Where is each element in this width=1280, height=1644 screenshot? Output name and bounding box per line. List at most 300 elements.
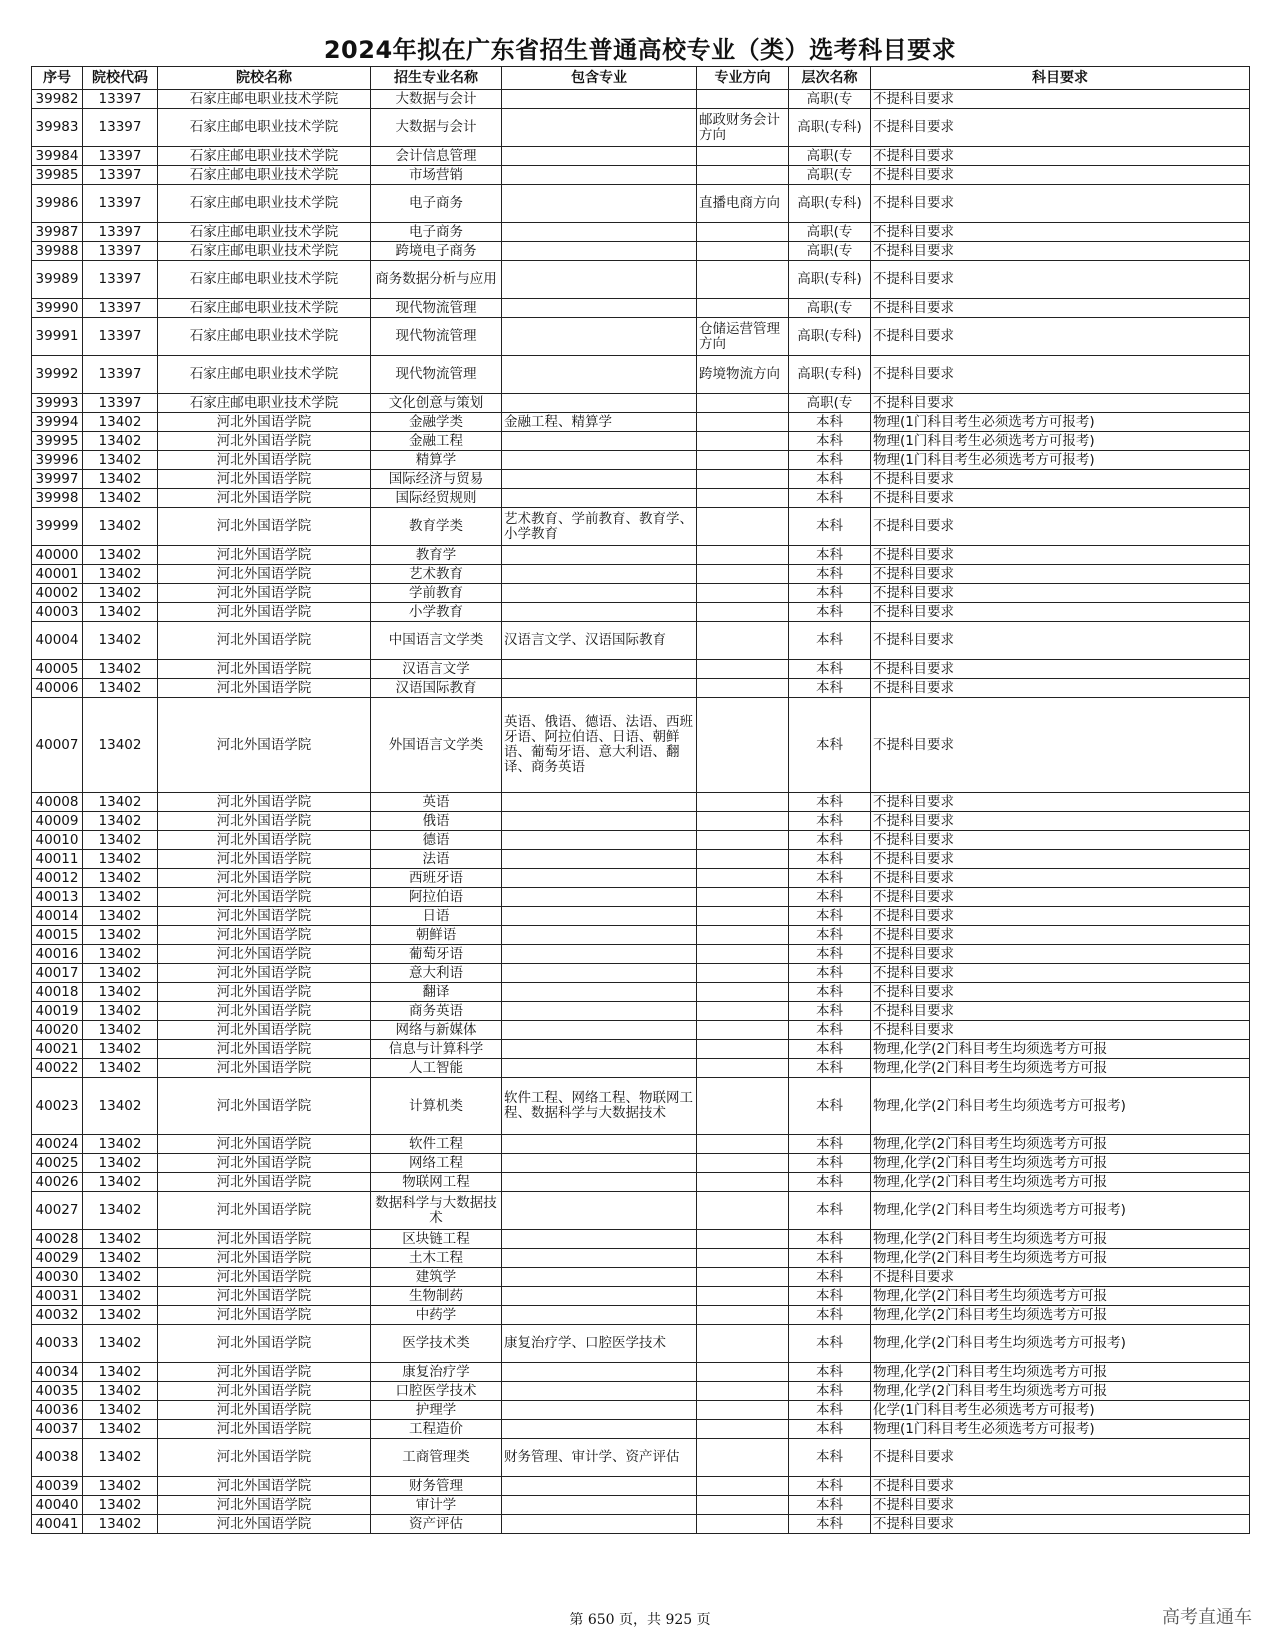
cell-school-name: 河北外国语学院 [158, 546, 371, 565]
cell-school-name: 河北外国语学院 [158, 1078, 371, 1135]
cell-major-name: 资产评估 [371, 1515, 502, 1534]
cell-level: 本科 [789, 1135, 871, 1154]
cell-direction [697, 1021, 789, 1040]
cell-level: 本科 [789, 1249, 871, 1268]
cell-direction [697, 1325, 789, 1363]
cell-school-code: 13397 [83, 299, 158, 318]
cell-school-name: 河北外国语学院 [158, 793, 371, 812]
cell-school-name: 河北外国语学院 [158, 1192, 371, 1230]
cell-school-code: 13402 [83, 831, 158, 850]
cell-level: 本科 [789, 812, 871, 831]
cell-major-name: 法语 [371, 850, 502, 869]
table-row [32, 147, 1250, 166]
cell-direction [697, 698, 789, 793]
cell-level: 本科 [789, 470, 871, 489]
table-row [32, 565, 1250, 584]
cell-index: 40020 [32, 1021, 83, 1040]
cell-school-name: 河北外国语学院 [158, 1040, 371, 1059]
cell-direction [697, 508, 789, 546]
cell-major-name: 外国语言文学类 [371, 698, 502, 793]
cell-major-name: 审计学 [371, 1496, 502, 1515]
cell-included-majors [502, 1420, 697, 1439]
cell-index: 40027 [32, 1192, 83, 1230]
cell-included-majors: 金融工程、精算学 [502, 413, 697, 432]
cell-included-majors [502, 432, 697, 451]
cell-school-name: 石家庄邮电职业技术学院 [158, 147, 371, 166]
table-row [32, 603, 1250, 622]
cell-included-majors [502, 983, 697, 1002]
cell-major-name: 金融学类 [371, 413, 502, 432]
cell-index: 40007 [32, 698, 83, 793]
table-row [32, 793, 1250, 812]
cell-school-name: 河北外国语学院 [158, 432, 371, 451]
cell-school-code: 13402 [83, 1230, 158, 1249]
header-included-majors: 包含专业 [502, 67, 697, 90]
table-row [32, 812, 1250, 831]
cell-school-code: 13402 [83, 1382, 158, 1401]
cell-index: 40035 [32, 1382, 83, 1401]
cell-index: 40031 [32, 1287, 83, 1306]
cell-subject-requirement: 不提科目要求 [871, 242, 1250, 261]
cell-school-code: 13397 [83, 185, 158, 223]
table-row [32, 1287, 1250, 1306]
cell-school-code: 13397 [83, 356, 158, 394]
cell-level: 本科 [789, 926, 871, 945]
cell-school-name: 河北外国语学院 [158, 1515, 371, 1534]
cell-included-majors [502, 660, 697, 679]
cell-direction [697, 1439, 789, 1477]
cell-level: 本科 [789, 831, 871, 850]
cell-included-majors [502, 1002, 697, 1021]
cell-direction [697, 1268, 789, 1287]
cell-subject-requirement: 不提科目要求 [871, 945, 1250, 964]
cell-subject-requirement: 物理,化学(2门科目考生均须选考方可报 [871, 1173, 1250, 1192]
cell-subject-requirement: 物理,化学(2门科目考生均须选考方可报考) [871, 1325, 1250, 1363]
cell-included-majors [502, 1249, 697, 1268]
cell-included-majors [502, 451, 697, 470]
cell-direction [697, 907, 789, 926]
table-row [32, 1382, 1250, 1401]
page-title: 2024年拟在广东省招生普通高校专业（类）选考科目要求 [323, 36, 957, 64]
cell-level: 本科 [789, 1515, 871, 1534]
cell-school-name: 河北外国语学院 [158, 1154, 371, 1173]
cell-index: 40033 [32, 1325, 83, 1363]
cell-subject-requirement: 不提科目要求 [871, 812, 1250, 831]
cell-direction [697, 926, 789, 945]
cell-level: 高职(专科) [789, 261, 871, 299]
cell-subject-requirement: 物理(1门科目考生必须选考方可报考) [871, 1420, 1250, 1439]
table-row [32, 888, 1250, 907]
cell-major-name: 国际经贸规则 [371, 489, 502, 508]
table-row [32, 1401, 1250, 1420]
cell-major-name: 跨境电子商务 [371, 242, 502, 261]
cell-index: 39990 [32, 299, 83, 318]
cell-included-majors [502, 1515, 697, 1534]
cell-direction [697, 242, 789, 261]
cell-direction [697, 983, 789, 1002]
cell-index: 40016 [32, 945, 83, 964]
cell-school-name: 河北外国语学院 [158, 565, 371, 584]
cell-direction [697, 850, 789, 869]
cell-included-majors [502, 679, 697, 698]
cell-included-majors: 汉语言文学、汉语国际教育 [502, 622, 697, 660]
cell-direction: 跨境物流方向 [697, 356, 789, 394]
table-row [32, 1021, 1250, 1040]
cell-school-name: 河北外国语学院 [158, 1287, 371, 1306]
cell-major-name: 市场营销 [371, 166, 502, 185]
cell-school-name: 河北外国语学院 [158, 812, 371, 831]
cell-school-name: 河北外国语学院 [158, 679, 371, 698]
cell-school-name: 河北外国语学院 [158, 1496, 371, 1515]
cell-included-majors [502, 584, 697, 603]
cell-major-name: 大数据与会计 [371, 90, 502, 109]
cell-direction [697, 869, 789, 888]
cell-subject-requirement: 不提科目要求 [871, 603, 1250, 622]
cell-index: 40005 [32, 660, 83, 679]
cell-school-name: 石家庄邮电职业技术学院 [158, 109, 371, 147]
cell-included-majors [502, 793, 697, 812]
cell-level: 本科 [789, 584, 871, 603]
cell-school-code: 13402 [83, 907, 158, 926]
cell-direction [697, 1154, 789, 1173]
cell-included-majors [502, 850, 697, 869]
cell-included-majors [502, 926, 697, 945]
cell-major-name: 人工智能 [371, 1059, 502, 1078]
cell-included-majors [502, 394, 697, 413]
cell-index: 40023 [32, 1078, 83, 1135]
cell-school-code: 13402 [83, 1021, 158, 1040]
cell-major-name: 国际经济与贸易 [371, 470, 502, 489]
table-row [32, 432, 1250, 451]
cell-index: 40013 [32, 888, 83, 907]
cell-direction [697, 1173, 789, 1192]
cell-school-name: 河北外国语学院 [158, 622, 371, 660]
header-school-name: 院校名称 [158, 67, 371, 90]
cell-school-name: 河北外国语学院 [158, 1230, 371, 1249]
cell-level: 本科 [789, 793, 871, 812]
cell-school-name: 河北外国语学院 [158, 831, 371, 850]
cell-subject-requirement: 物理,化学(2门科目考生均须选考方可报 [871, 1040, 1250, 1059]
cell-index: 39998 [32, 489, 83, 508]
cell-direction [697, 394, 789, 413]
cell-subject-requirement: 物理,化学(2门科目考生均须选考方可报 [871, 1287, 1250, 1306]
cell-school-name: 河北外国语学院 [158, 1059, 371, 1078]
cell-index: 39992 [32, 356, 83, 394]
cell-school-name: 河北外国语学院 [158, 1382, 371, 1401]
cell-direction [697, 964, 789, 983]
cell-included-majors [502, 964, 697, 983]
cell-major-name: 汉语言文学 [371, 660, 502, 679]
table-row [32, 413, 1250, 432]
table-row [32, 166, 1250, 185]
cell-level: 本科 [789, 1268, 871, 1287]
cell-index: 39983 [32, 109, 83, 147]
cell-school-code: 13402 [83, 432, 158, 451]
cell-subject-requirement: 不提科目要求 [871, 565, 1250, 584]
cell-subject-requirement: 物理,化学(2门科目考生均须选考方可报 [871, 1249, 1250, 1268]
cell-index: 40018 [32, 983, 83, 1002]
cell-school-code: 13402 [83, 850, 158, 869]
table-row [32, 1078, 1250, 1135]
cell-level: 本科 [789, 622, 871, 660]
cell-direction [697, 660, 789, 679]
cell-index: 40038 [32, 1439, 83, 1477]
cell-school-code: 13402 [83, 470, 158, 489]
cell-included-majors [502, 489, 697, 508]
cell-school-code: 13397 [83, 109, 158, 147]
cell-school-code: 13402 [83, 888, 158, 907]
cell-index: 40019 [32, 1002, 83, 1021]
cell-major-name: 计算机类 [371, 1078, 502, 1135]
cell-level: 本科 [789, 489, 871, 508]
cell-subject-requirement: 不提科目要求 [871, 185, 1250, 223]
cell-major-name: 工商管理类 [371, 1439, 502, 1477]
cell-school-name: 河北外国语学院 [158, 926, 371, 945]
cell-major-name: 意大利语 [371, 964, 502, 983]
cell-direction [697, 546, 789, 565]
cell-school-code: 13402 [83, 565, 158, 584]
cell-level: 高职(专科) [789, 318, 871, 356]
cell-school-name: 河北外国语学院 [158, 660, 371, 679]
cell-subject-requirement: 不提科目要求 [871, 356, 1250, 394]
table-row [32, 698, 1250, 793]
table-row [32, 394, 1250, 413]
cell-major-name: 教育学类 [371, 508, 502, 546]
cell-direction [697, 489, 789, 508]
cell-included-majors [502, 299, 697, 318]
cell-school-name: 石家庄邮电职业技术学院 [158, 299, 371, 318]
cell-index: 40014 [32, 907, 83, 926]
cell-major-name: 现代物流管理 [371, 356, 502, 394]
cell-subject-requirement: 不提科目要求 [871, 489, 1250, 508]
table-row [32, 831, 1250, 850]
cell-major-name: 护理学 [371, 1401, 502, 1420]
cell-level: 本科 [789, 698, 871, 793]
cell-level: 本科 [789, 869, 871, 888]
cell-index: 40026 [32, 1173, 83, 1192]
cell-subject-requirement: 化学(1门科目考生必须选考方可报考) [871, 1401, 1250, 1420]
table-row [32, 109, 1250, 147]
cell-major-name: 电子商务 [371, 185, 502, 223]
brand-watermark: 高考直通车 [1162, 1607, 1252, 1628]
cell-level: 本科 [789, 907, 871, 926]
table-row [32, 356, 1250, 394]
table-row [32, 261, 1250, 299]
cell-index: 39987 [32, 223, 83, 242]
cell-included-majors [502, 90, 697, 109]
table-row [32, 907, 1250, 926]
table-row [32, 1325, 1250, 1363]
cell-level: 本科 [789, 1496, 871, 1515]
cell-index: 40037 [32, 1420, 83, 1439]
cell-subject-requirement: 不提科目要求 [871, 983, 1250, 1002]
table-row [32, 1515, 1250, 1534]
cell-level: 高职(专 [789, 166, 871, 185]
cell-index: 40024 [32, 1135, 83, 1154]
cell-major-name: 中国语言文学类 [371, 622, 502, 660]
cell-school-code: 13402 [83, 1477, 158, 1496]
cell-direction [697, 831, 789, 850]
table-row [32, 242, 1250, 261]
cell-major-name: 区块链工程 [371, 1230, 502, 1249]
table-row [32, 1173, 1250, 1192]
cell-level: 本科 [789, 1325, 871, 1363]
cell-level: 本科 [789, 1363, 871, 1382]
cell-level: 本科 [789, 1230, 871, 1249]
cell-subject-requirement: 物理(1门科目考生必须选考方可报考) [871, 451, 1250, 470]
cell-subject-requirement: 物理,化学(2门科目考生均须选考方可报 [871, 1135, 1250, 1154]
cell-included-majors [502, 1496, 697, 1515]
cell-school-name: 河北外国语学院 [158, 1306, 371, 1325]
cell-school-name: 石家庄邮电职业技术学院 [158, 356, 371, 394]
cell-direction [697, 1496, 789, 1515]
table-row [32, 489, 1250, 508]
cell-direction [697, 793, 789, 812]
cell-subject-requirement: 物理,化学(2门科目考生均须选考方可报 [871, 1363, 1250, 1382]
cell-level: 高职(专 [789, 147, 871, 166]
cell-school-name: 河北外国语学院 [158, 1477, 371, 1496]
table-row [32, 90, 1250, 109]
cell-school-name: 河北外国语学院 [158, 907, 371, 926]
cell-major-name: 俄语 [371, 812, 502, 831]
cell-level: 高职(专科) [789, 185, 871, 223]
cell-index: 40022 [32, 1059, 83, 1078]
cell-subject-requirement: 不提科目要求 [871, 888, 1250, 907]
cell-school-code: 13402 [83, 1078, 158, 1135]
cell-school-code: 13402 [83, 1135, 158, 1154]
cell-school-name: 河北外国语学院 [158, 698, 371, 793]
cell-major-name: 电子商务 [371, 223, 502, 242]
cell-major-name: 日语 [371, 907, 502, 926]
cell-subject-requirement: 不提科目要求 [871, 1002, 1250, 1021]
cell-subject-requirement: 物理,化学(2门科目考生均须选考方可报 [871, 1382, 1250, 1401]
cell-level: 本科 [789, 1401, 871, 1420]
cell-direction [697, 1135, 789, 1154]
cell-direction [697, 1002, 789, 1021]
cell-level: 本科 [789, 432, 871, 451]
cell-major-name: 翻译 [371, 983, 502, 1002]
page-footer: 第 650 页，共 925 页 [569, 1612, 711, 1628]
table-row [32, 1477, 1250, 1496]
cell-index: 39997 [32, 470, 83, 489]
header-level: 层次名称 [789, 67, 871, 90]
cell-school-code: 13402 [83, 508, 158, 546]
cell-school-code: 13402 [83, 1325, 158, 1363]
cell-school-code: 13402 [83, 603, 158, 622]
cell-level: 本科 [789, 679, 871, 698]
cell-included-majors [502, 869, 697, 888]
cell-school-name: 河北外国语学院 [158, 983, 371, 1002]
table-row [32, 1059, 1250, 1078]
cell-major-name: 数据科学与大数据技术 [371, 1192, 502, 1230]
cell-direction [697, 451, 789, 470]
cell-included-majors: 软件工程、网络工程、物联网工程、数据科学与大数据技术 [502, 1078, 697, 1135]
cell-direction [697, 679, 789, 698]
cell-direction [697, 1515, 789, 1534]
cell-level: 本科 [789, 1420, 871, 1439]
cell-school-name: 石家庄邮电职业技术学院 [158, 185, 371, 223]
cell-direction [697, 945, 789, 964]
cell-subject-requirement: 不提科目要求 [871, 546, 1250, 565]
table-row [32, 1002, 1250, 1021]
cell-included-majors [502, 1021, 697, 1040]
cell-included-majors [502, 109, 697, 147]
cell-school-name: 石家庄邮电职业技术学院 [158, 394, 371, 413]
cell-major-name: 学前教育 [371, 584, 502, 603]
cell-school-name: 河北外国语学院 [158, 489, 371, 508]
cell-index: 40006 [32, 679, 83, 698]
cell-direction [697, 622, 789, 660]
cell-major-name: 朝鲜语 [371, 926, 502, 945]
cell-school-name: 河北外国语学院 [158, 1002, 371, 1021]
cell-level: 本科 [789, 546, 871, 565]
cell-level: 高职(专 [789, 299, 871, 318]
cell-direction [697, 1040, 789, 1059]
cell-school-code: 13397 [83, 242, 158, 261]
cell-direction [697, 1287, 789, 1306]
cell-school-code: 13402 [83, 1420, 158, 1439]
table-row [32, 470, 1250, 489]
cell-subject-requirement: 物理,化学(2门科目考生均须选考方可报 [871, 1059, 1250, 1078]
table-row [32, 622, 1250, 660]
cell-direction [697, 299, 789, 318]
cell-index: 40032 [32, 1306, 83, 1325]
cell-index: 40000 [32, 546, 83, 565]
cell-index: 39986 [32, 185, 83, 223]
cell-major-name: 信息与计算科学 [371, 1040, 502, 1059]
cell-index: 39982 [32, 90, 83, 109]
cell-subject-requirement: 不提科目要求 [871, 508, 1250, 546]
cell-major-name: 物联网工程 [371, 1173, 502, 1192]
cell-school-code: 13402 [83, 413, 158, 432]
cell-level: 本科 [789, 1059, 871, 1078]
cell-direction [697, 1249, 789, 1268]
cell-index: 39996 [32, 451, 83, 470]
cell-major-name: 财务管理 [371, 1477, 502, 1496]
cell-included-majors: 艺术教育、学前教育、教育学、小学教育 [502, 508, 697, 546]
cell-level: 本科 [789, 1382, 871, 1401]
cell-school-code: 13397 [83, 223, 158, 242]
cell-subject-requirement: 不提科目要求 [871, 660, 1250, 679]
cell-school-code: 13402 [83, 1268, 158, 1287]
cell-major-name: 文化创意与策划 [371, 394, 502, 413]
cell-included-majors [502, 1306, 697, 1325]
cell-subject-requirement: 物理,化学(2门科目考生均须选考方可报 [871, 1230, 1250, 1249]
cell-school-name: 河北外国语学院 [158, 1021, 371, 1040]
cell-index: 40040 [32, 1496, 83, 1515]
cell-direction [697, 1306, 789, 1325]
cell-major-name: 口腔医学技术 [371, 1382, 502, 1401]
cell-index: 40003 [32, 603, 83, 622]
cell-school-code: 13402 [83, 1154, 158, 1173]
cell-school-name: 河北外国语学院 [158, 1401, 371, 1420]
cell-school-name: 石家庄邮电职业技术学院 [158, 261, 371, 299]
cell-school-name: 河北外国语学院 [158, 1135, 371, 1154]
cell-direction [697, 1363, 789, 1382]
cell-school-code: 13402 [83, 1249, 158, 1268]
header-school-code: 院校代码 [83, 67, 158, 90]
cell-level: 高职(专科) [789, 109, 871, 147]
cell-level: 本科 [789, 508, 871, 546]
cell-school-name: 河北外国语学院 [158, 1363, 371, 1382]
cell-direction [697, 147, 789, 166]
cell-major-name: 网络工程 [371, 1154, 502, 1173]
cell-school-name: 河北外国语学院 [158, 869, 371, 888]
cell-school-name: 河北外国语学院 [158, 470, 371, 489]
cell-index: 39999 [32, 508, 83, 546]
cell-major-name: 土木工程 [371, 1249, 502, 1268]
cell-direction [697, 812, 789, 831]
